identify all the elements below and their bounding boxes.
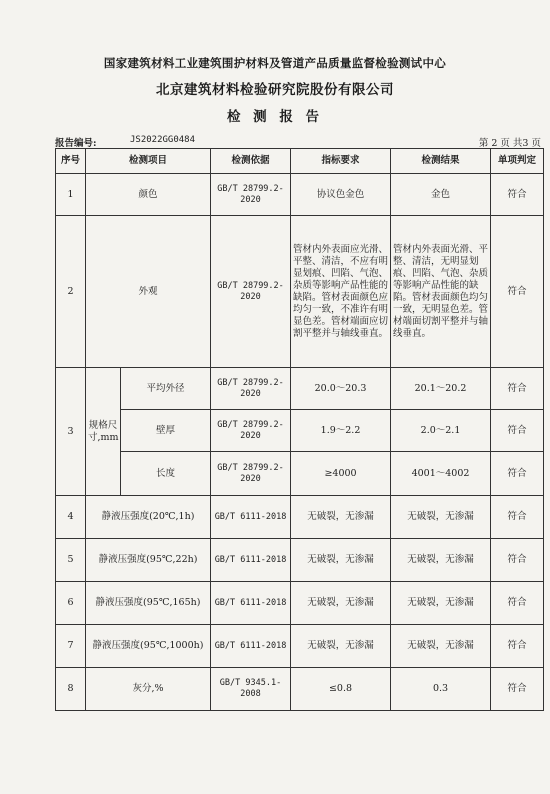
row-no: 4 (56, 496, 86, 539)
row-group: 规格尺寸,mm (86, 368, 121, 496)
report-number-label: 报告编号: (55, 138, 97, 147)
row-item: 外观 (86, 216, 211, 368)
row-standard: GB/T 28799.2-2020 (211, 216, 291, 368)
row-no: 8 (56, 668, 86, 711)
col-requirement: 指标要求 (291, 149, 391, 174)
row-item: 平均外径 (121, 368, 211, 410)
row-requirement: ≤0.8 (291, 668, 391, 711)
table-row (56, 582, 544, 625)
row-standard: GB/T 9345.1-2008 (211, 668, 291, 711)
row-standard: GB/T 28799.2-2020 (211, 174, 291, 216)
row-item: 长度 (121, 452, 211, 496)
row-no: 1 (56, 174, 86, 216)
row-item: 静液压强度(95℃,1000h) (86, 625, 211, 668)
row-requirement: 无破裂，无渗漏 (291, 539, 391, 582)
row-item: 静液压强度(20℃,1h) (86, 496, 211, 539)
table-row (56, 410, 544, 452)
col-item: 检测项目 (86, 149, 211, 174)
org-name-1: 国家建筑材料工业建筑围护材料及管道产品质量监督检验测试中心 (103, 56, 447, 70)
row-requirement: 20.0～20.3 (291, 368, 391, 410)
row-verdict: 符合 (491, 539, 544, 582)
table-row (56, 368, 544, 410)
row-verdict: 符合 (491, 582, 544, 625)
col-verdict: 单项判定 (491, 149, 544, 174)
report-number: JS2022GG0484 (130, 135, 196, 145)
row-no: 6 (56, 582, 86, 625)
report-meta (55, 135, 543, 147)
row-requirement: 管材内外表面应光滑、平整、清洁，不应有明显划痕、凹陷、气泡、杂质等影响产品性能的缺陷。管材表面颜色应均匀一致，不准许有明显色差。管材端面应切割平整并与轴线垂直。 (291, 216, 391, 368)
col-result: 检测结果 (391, 149, 491, 174)
row-verdict: 符合 (491, 368, 544, 410)
row-standard: GB/T 28799.2-2020 (211, 452, 291, 496)
row-item: 颜色 (86, 174, 211, 216)
row-verdict: 符合 (491, 496, 544, 539)
row-standard: GB/T 6111-2018 (211, 539, 291, 582)
row-requirement: ≥4000 (291, 452, 391, 496)
row-item: 灰分,% (86, 668, 211, 711)
row-result: 管材内外表面光滑、平整、清洁，无明显划痕、凹陷、气泡、杂质等影响产品性能的缺陷。管材表面颜色均匀一致，无明显色差。管材端面切割平整并与轴线垂直。 (391, 216, 491, 368)
row-no: 2 (56, 216, 86, 368)
row-result: 0.3 (391, 668, 491, 711)
table-row (56, 539, 544, 582)
row-no: 5 (56, 539, 86, 582)
row-verdict: 符合 (491, 668, 544, 711)
row-result: 无破裂，无渗漏 (391, 625, 491, 668)
row-verdict: 符合 (491, 174, 544, 216)
row-requirement: 协议色金色 (291, 174, 391, 216)
row-result: 4001～4002 (391, 452, 491, 496)
table-row (56, 625, 544, 668)
row-standard: GB/T 28799.2-2020 (211, 410, 291, 452)
row-result: 金色 (391, 174, 491, 216)
results-table (55, 148, 544, 711)
col-standard: 检测依据 (211, 149, 291, 174)
row-no: 3 (56, 368, 86, 496)
table-row (56, 496, 544, 539)
table-row (56, 452, 544, 496)
table-row (56, 174, 544, 216)
page-indicator: 第 2 页 共3 页 (478, 138, 541, 147)
row-item: 静液压强度(95℃,22h) (86, 539, 211, 582)
row-result: 20.1～20.2 (391, 368, 491, 410)
row-requirement: 1.9～2.2 (291, 410, 391, 452)
row-result: 无破裂，无渗漏 (391, 582, 491, 625)
row-result: 无破裂，无渗漏 (391, 539, 491, 582)
row-standard: GB/T 28799.2-2020 (211, 368, 291, 410)
row-result: 2.0～2.1 (391, 410, 491, 452)
row-verdict: 符合 (491, 452, 544, 496)
row-no: 7 (56, 625, 86, 668)
table-row (56, 216, 544, 368)
row-requirement: 无破裂，无渗漏 (291, 625, 391, 668)
row-requirement: 无破裂，无渗漏 (291, 496, 391, 539)
row-verdict: 符合 (491, 410, 544, 452)
report-title: 检 测 报 告 (226, 109, 324, 125)
col-no: 序号 (56, 149, 86, 174)
table-header-row (56, 149, 544, 174)
row-standard: GB/T 6111-2018 (211, 625, 291, 668)
row-standard: GB/T 6111-2018 (211, 496, 291, 539)
row-item: 壁厚 (121, 410, 211, 452)
row-verdict: 符合 (491, 625, 544, 668)
org-name-2: 北京建筑材料检验研究院股份有限公司 (156, 82, 394, 98)
row-requirement: 无破裂，无渗漏 (291, 582, 391, 625)
row-verdict: 符合 (491, 216, 544, 368)
row-standard: GB/T 6111-2018 (211, 582, 291, 625)
row-result: 无破裂，无渗漏 (391, 496, 491, 539)
table-row (56, 668, 544, 711)
row-item: 静液压强度(95℃,165h) (86, 582, 211, 625)
